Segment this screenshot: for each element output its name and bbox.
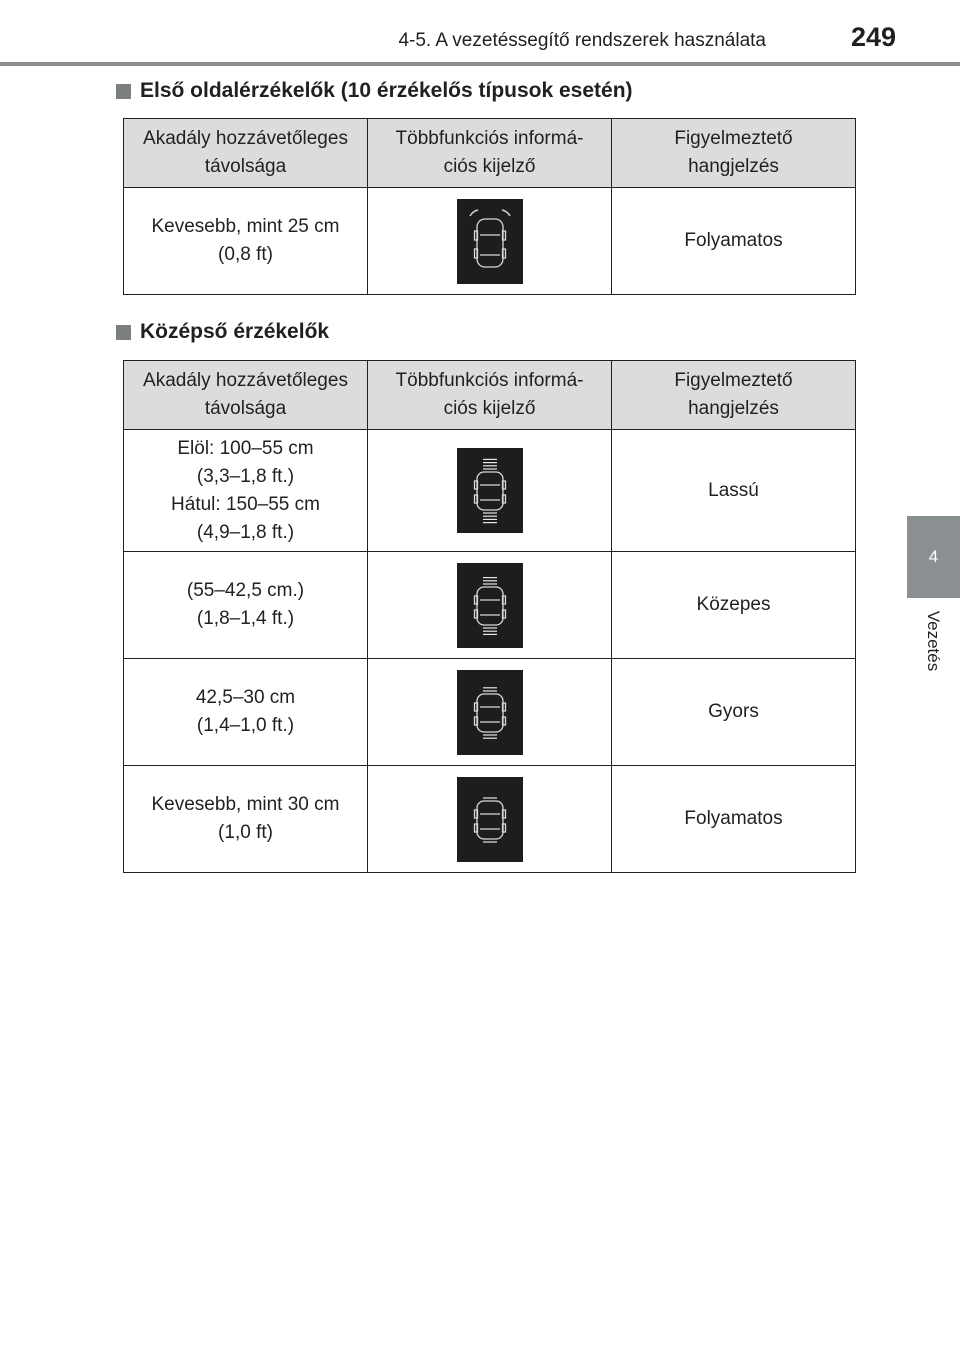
distance-cell: Kevesebb, mint 25 cm (0,8 ft): [124, 188, 368, 295]
buzzer-cell: Gyors: [612, 659, 856, 766]
buzzer-cell: Folyamatos: [612, 188, 856, 295]
column-header-buzzer: Figyelmeztető hangjelzés: [612, 361, 856, 430]
table-row: [124, 188, 856, 295]
section-heading-text: Középső érzékelők: [140, 320, 330, 343]
column-header-distance: Akadály hozzávetőleges távolsága: [124, 119, 368, 188]
front-side-sensor-table: [123, 118, 856, 295]
table-header-row: [124, 361, 856, 430]
distance-cell: 42,5–30 cm (1,4–1,0 ft.): [124, 659, 368, 766]
center-sensor-display-level-3-icon: [457, 670, 523, 755]
front-corner-sensor-display-icon: [457, 199, 523, 284]
buzzer-cell: Lassú: [612, 430, 856, 552]
center-sensor-display-level-2-icon: [457, 563, 523, 648]
distance-cell: Elöl: 100–55 cm (3,3–1,8 ft.) Hátul: 150–55 cm (4,9–1,8 ft.): [124, 430, 368, 552]
display-cell: [368, 766, 612, 873]
buzzer-cell: Közepes: [612, 552, 856, 659]
table-row: [124, 430, 856, 552]
column-header-display: Többfunkciós informá- ciós kijelző: [368, 361, 612, 430]
display-cell: [368, 188, 612, 295]
header-divider: [0, 62, 960, 66]
column-header-distance: Akadály hozzávetőleges távolsága: [124, 361, 368, 430]
running-header-title: 4-5. A vezetéssegítő rendszerek használata: [398, 30, 766, 51]
center-sensor-table: [123, 360, 856, 873]
table-row: [124, 552, 856, 659]
center-sensor-display-level-4-icon: [457, 777, 523, 862]
chapter-label: Vezetés: [924, 610, 943, 672]
display-cell: [368, 552, 612, 659]
table-header-row: [124, 119, 856, 188]
center-sensor-display-level-1-icon: [457, 448, 523, 533]
display-cell: [368, 659, 612, 766]
column-header-buzzer: Figyelmeztető hangjelzés: [612, 119, 856, 188]
distance-cell: Kevesebb, mint 30 cm (1,0 ft): [124, 766, 368, 873]
chapter-number: 4: [928, 547, 939, 566]
buzzer-cell: Folyamatos: [612, 766, 856, 873]
page-number: 249: [850, 22, 896, 52]
column-header-display: Többfunkciós informá- ciós kijelző: [368, 119, 612, 188]
table-row: [124, 659, 856, 766]
section-heading-center-sensors: [116, 320, 329, 344]
display-cell: [368, 430, 612, 552]
section-bullet-square: [116, 325, 131, 340]
section-heading-front-side-sensors: [116, 79, 633, 103]
section-bullet-square: [116, 84, 131, 99]
table-row: [124, 766, 856, 873]
distance-cell: (55–42,5 cm.) (1,8–1,4 ft.): [124, 552, 368, 659]
section-heading-text: Első oldalérzékelők (10 érzékelős típusok esetén): [140, 79, 633, 102]
